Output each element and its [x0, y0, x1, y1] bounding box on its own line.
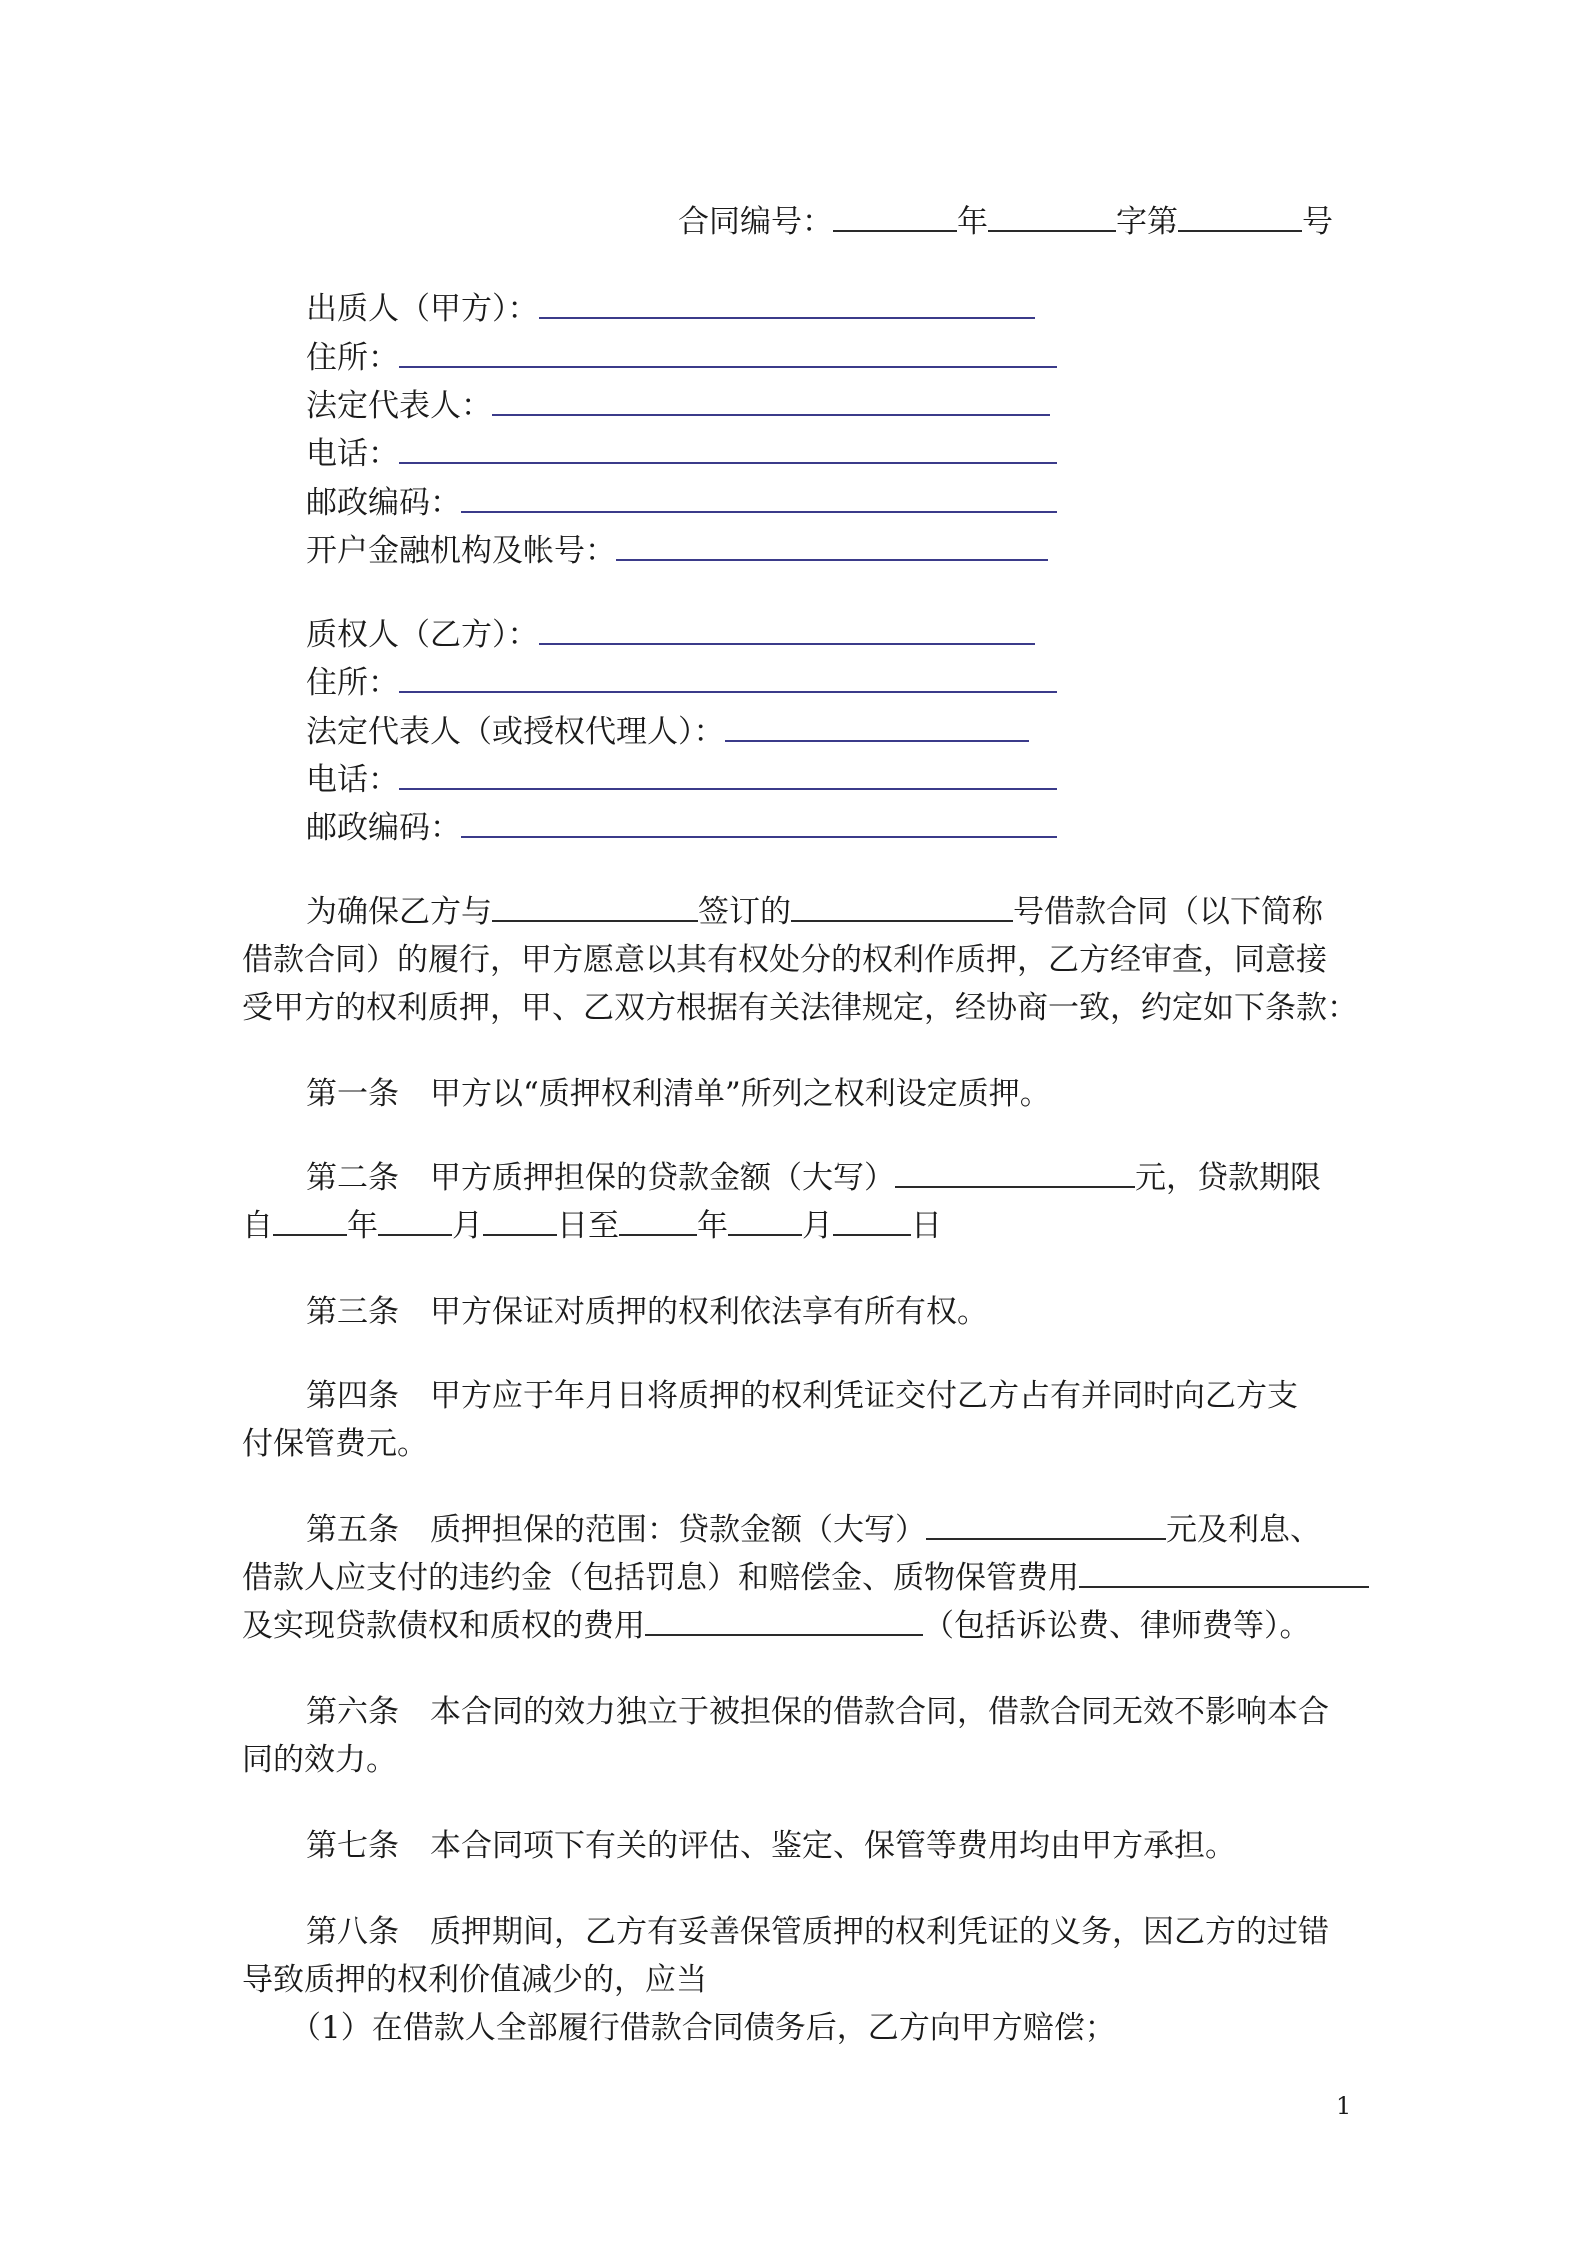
party-a-phone-row — [306, 430, 1057, 478]
contract-number-label: 合同编号： — [678, 204, 833, 240]
hao-label: 号 — [1302, 204, 1333, 240]
party-b-postcode-label: 邮政编码： — [306, 810, 461, 846]
article-7: 第七条 本合同项下有关的评估、鉴定、保管等费用均由甲方承担。 — [306, 1828, 1236, 1864]
end-year-label: 年 — [697, 1208, 728, 1244]
preamble-line-1 — [306, 888, 1323, 936]
party-b-phone-blank[interactable] — [399, 756, 1057, 790]
article-5-line-2 — [242, 1554, 1369, 1602]
article-2-line-1 — [306, 1154, 1321, 1202]
contract-zi-blank[interactable] — [988, 198, 1116, 232]
loan-amount-blank[interactable] — [895, 1154, 1135, 1188]
preamble-text-1: 为确保乙方与 — [306, 894, 492, 930]
article-5-text-5: （包括诉讼费、律师费等）。 — [923, 1608, 1311, 1644]
start-year-label: 年 — [347, 1208, 378, 1244]
party-a-bank-row — [306, 527, 1048, 575]
preamble-text-3: 号借款合同（以下简称 — [1013, 894, 1323, 930]
article-2-text-2: 元，贷款期限 — [1135, 1160, 1321, 1196]
party-a-rep-blank[interactable] — [492, 382, 1050, 416]
article-5-text-2: 元及利息、 — [1166, 1512, 1321, 1548]
article-3: 第三条 甲方保证对质押的权利依法享有所有权。 — [306, 1294, 988, 1330]
party-b-name-row — [306, 611, 1035, 659]
article-5-line-3 — [242, 1602, 1311, 1650]
storage-fee-blank[interactable] — [1079, 1554, 1369, 1588]
party-a-bank-label: 开户金融机构及帐号： — [306, 533, 616, 569]
party-b-name-label: 质权人（乙方）： — [306, 617, 539, 653]
article-4-line-2: 付保管费元。 — [242, 1426, 428, 1462]
article-2-text-1: 第二条 甲方质押担保的贷款金额（大写） — [306, 1160, 895, 1196]
year-label: 年 — [957, 204, 988, 240]
party-a-rep-row — [306, 382, 1050, 430]
end-month-label: 月 — [802, 1208, 833, 1244]
start-month-blank[interactable] — [378, 1202, 452, 1236]
article-5-line-1 — [306, 1506, 1321, 1554]
contract-year-blank[interactable] — [833, 198, 957, 232]
article-5-text-1: 第五条 质押担保的范围：贷款金额（大写） — [306, 1512, 926, 1548]
party-b-rep-blank[interactable] — [725, 708, 1029, 742]
party-a-rep-label: 法定代表人： — [306, 388, 492, 424]
party-a-phone-blank[interactable] — [399, 430, 1057, 464]
end-day-label: 日 — [911, 1208, 942, 1244]
party-a-name-blank[interactable] — [539, 285, 1035, 319]
start-month-label: 月 — [452, 1208, 483, 1244]
start-year-blank[interactable] — [273, 1202, 347, 1236]
party-b-rep-row — [306, 708, 1029, 756]
guarantee-amount-blank[interactable] — [926, 1506, 1166, 1540]
start-day-to-label: 日至 — [557, 1208, 619, 1244]
article-6-line-1: 第六条 本合同的效力独立于被担保的借款合同，借款合同无效不影响本合 — [306, 1694, 1329, 1730]
article-8-line-1: 第八条 质押期间，乙方有妥善保管质押的权利凭证的义务，因乙方的过错 — [306, 1914, 1329, 1950]
party-a-name-label: 出质人（甲方）： — [306, 291, 539, 327]
party-b-address-blank[interactable] — [399, 659, 1057, 693]
party-b-phone-label: 电话： — [306, 762, 399, 798]
end-day-blank[interactable] — [833, 1202, 911, 1236]
article-5-text-4: 及实现贷款债权和质权的费用 — [242, 1608, 645, 1644]
article-5-text-3: 借款人应支付的违约金（包括罚息）和赔偿金、质物保管费用 — [242, 1560, 1079, 1596]
preamble-contract-no-blank[interactable] — [791, 888, 1013, 922]
contract-number-line — [678, 198, 1333, 246]
party-a-address-row — [306, 334, 1057, 382]
party-b-address-row — [306, 659, 1057, 707]
preamble-line-2: 借款合同）的履行，甲方愿意以其有权处分的权利作质押，乙方经审查，同意接 — [242, 942, 1327, 978]
article-2-line-2 — [242, 1202, 942, 1250]
party-a-postcode-row — [306, 479, 1057, 527]
from-label: 自 — [242, 1208, 273, 1244]
zi-di-label: 字第 — [1116, 204, 1178, 240]
party-a-name-row — [306, 285, 1035, 333]
party-a-postcode-blank[interactable] — [461, 479, 1057, 513]
start-day-blank[interactable] — [483, 1202, 557, 1236]
page-number: 1 — [1336, 2092, 1352, 2120]
party-b-rep-label: 法定代表人（或授权代理人）： — [306, 714, 725, 750]
party-a-address-label: 住所： — [306, 340, 399, 376]
article-8-item-1: （1）在借款人全部履行借款合同债务后，乙方向甲方赔偿； — [290, 2010, 1116, 2046]
article-4-line-1: 第四条 甲方应于年月日将质押的权利凭证交付乙方占有并同时向乙方支 — [306, 1378, 1298, 1414]
party-b-phone-row — [306, 756, 1057, 804]
preamble-text-2: 签订的 — [698, 894, 791, 930]
preamble-party-blank[interactable] — [492, 888, 698, 922]
end-year-blank[interactable] — [619, 1202, 697, 1236]
party-b-name-blank[interactable] — [539, 611, 1035, 645]
preamble-line-3: 受甲方的权利质押，甲、乙双方根据有关法律规定，经协商一致，约定如下条款： — [242, 990, 1358, 1026]
article-8-line-2: 导致质押的权利价值减少的，应当 — [242, 1962, 707, 1998]
realization-cost-blank[interactable] — [645, 1602, 923, 1636]
party-a-bank-blank[interactable] — [616, 527, 1048, 561]
end-month-blank[interactable] — [728, 1202, 802, 1236]
contract-no-blank[interactable] — [1178, 198, 1302, 232]
article-6-line-2: 同的效力。 — [242, 1742, 397, 1778]
party-a-postcode-label: 邮政编码： — [306, 485, 461, 521]
article-1: 第一条 甲方以“质押权利清单”所列之权利设定质押。 — [306, 1076, 1051, 1112]
party-b-postcode-blank[interactable] — [461, 804, 1057, 838]
party-a-address-blank[interactable] — [399, 334, 1057, 368]
party-a-phone-label: 电话： — [306, 436, 399, 472]
party-b-postcode-row — [306, 804, 1057, 852]
party-b-address-label: 住所： — [306, 665, 399, 701]
